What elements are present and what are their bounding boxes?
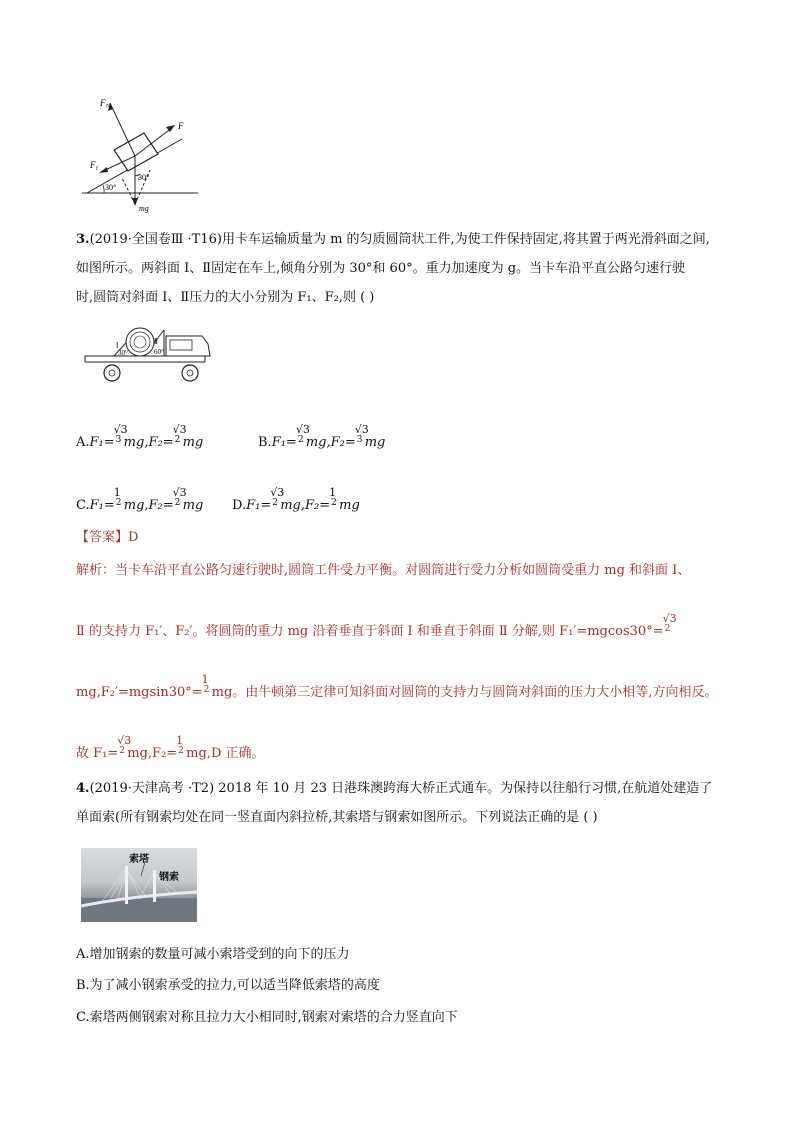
truck-angle-2: 60°: [154, 348, 164, 356]
frac: √3 3: [113, 423, 128, 445]
frac: √3 2: [295, 423, 310, 445]
option-c: C.F₁= 1 2 mg,F₂= √3 2 mg: [76, 486, 204, 513]
truck-label-2: Ⅱ: [154, 337, 158, 346]
q4-text-1: 2018 年 10 月 23 日港珠澳跨海大桥正式通车。为保持以往船行习惯,在航道处建造了: [214, 781, 713, 796]
answer-line-3: mg,F₂′=mgsin30°= 1 2 mg。由牛顿第三定律可知斜面对圆筒的支持力与圆筒对斜面的压力大小相等,方向相反。: [76, 673, 718, 700]
q3-source: (2019·全国卷Ⅲ ·T16): [89, 232, 222, 247]
q4-option-c: C.索塔两侧钢索对称且拉力大小相同时,钢索对索塔的合力竖直向下: [76, 1010, 458, 1025]
photo-label-tower: 索塔: [129, 854, 149, 865]
q3-number: 3.: [76, 232, 90, 247]
option-d: D.F₁= √3 2 mg,F₂= 1 2 mg: [232, 486, 360, 513]
option-a: A.F₁= √3 3 mg,F₂= √3 2 mg: [76, 423, 204, 450]
fn-sub: N: [106, 104, 111, 110]
angle-a: 30°: [105, 183, 117, 192]
q3-text-1: 用卡车运输质量为 m 的匀质圆筒状工件,为使工件保持固定,将其置于两光滑斜面之间,: [221, 232, 710, 247]
q4-line-1: [76, 779, 712, 799]
incline-force-diagram: [82, 96, 202, 214]
frac: 1 2: [176, 734, 184, 756]
mg-label: mg: [139, 204, 149, 213]
frac: √3 3: [354, 423, 369, 445]
frac: √3 2: [270, 486, 285, 508]
frac: 1 2: [201, 673, 210, 695]
q4-option-b: B.为了减小钢索承受的拉力,可以适当降低索塔的高度: [76, 978, 380, 993]
q3-line-1: [76, 230, 710, 250]
answer-tag: 【答案】D: [76, 530, 139, 545]
ff-sub: f: [96, 166, 98, 172]
q4-line-2: 单面索(所有钢索均处在同一竖直面内斜拉桥,其索塔与钢索如图所示。下列说法正确的是 ( ): [76, 810, 598, 825]
answer-line-4: 故 F₁= √3 2 mg,F₂= 1 2 mg,D 正确。: [76, 734, 265, 761]
ff-label: F: [90, 160, 96, 170]
frac: 1 2: [329, 486, 337, 508]
frac: √3 2: [172, 423, 187, 445]
angle-b: 30°: [138, 173, 150, 182]
q3-line-3: 时,圆筒对斜面 Ⅰ、Ⅱ压力的大小分别为 F₁、F₂,则 ( ): [76, 290, 375, 305]
f-label: F: [178, 121, 184, 131]
q4-number: 4.: [76, 781, 90, 796]
q4-option-a: A.增加钢索的数量可减小索塔受到的向下的压力: [76, 947, 350, 962]
bridge-photo: [81, 848, 197, 922]
q3-line-2: 如图所示。两斜面 Ⅰ、Ⅱ固定在车上,倾角分别为 30°和 60°。重力加速度为 g。当卡车沿平直公路匀速行驶: [76, 261, 686, 276]
truck-angle-1: 30°: [118, 349, 128, 357]
frac: 1 2: [113, 486, 122, 508]
photo-label-cable: 钢索: [159, 872, 179, 883]
frac: √3 2: [117, 734, 132, 756]
fn-label: F: [100, 98, 106, 108]
q4-source: (2019·天津高考 ·T2): [89, 781, 215, 796]
option-b: B.F₁= √3 2 mg,F₂= √3 3 mg: [258, 423, 386, 450]
answer-line-1: 解析：当卡车沿平直公路匀速行驶时,圆筒工件受力平衡。对圆筒进行受力分析如圆筒受重力 mg 和斜面 Ⅰ、: [76, 563, 691, 578]
answer-line-2: Ⅱ 的支持力 F₁′、F₂′。将圆筒的重力 mg 沿着垂直于斜面 Ⅰ 和垂直于斜面 Ⅱ 分解,则 F₁′=mgcos30°= √3 2: [76, 612, 677, 639]
frac: √3 2: [662, 612, 677, 634]
truck-diagram: [84, 318, 224, 388]
truck-label-1: Ⅰ: [116, 341, 119, 350]
frac: √3 2: [172, 486, 187, 508]
